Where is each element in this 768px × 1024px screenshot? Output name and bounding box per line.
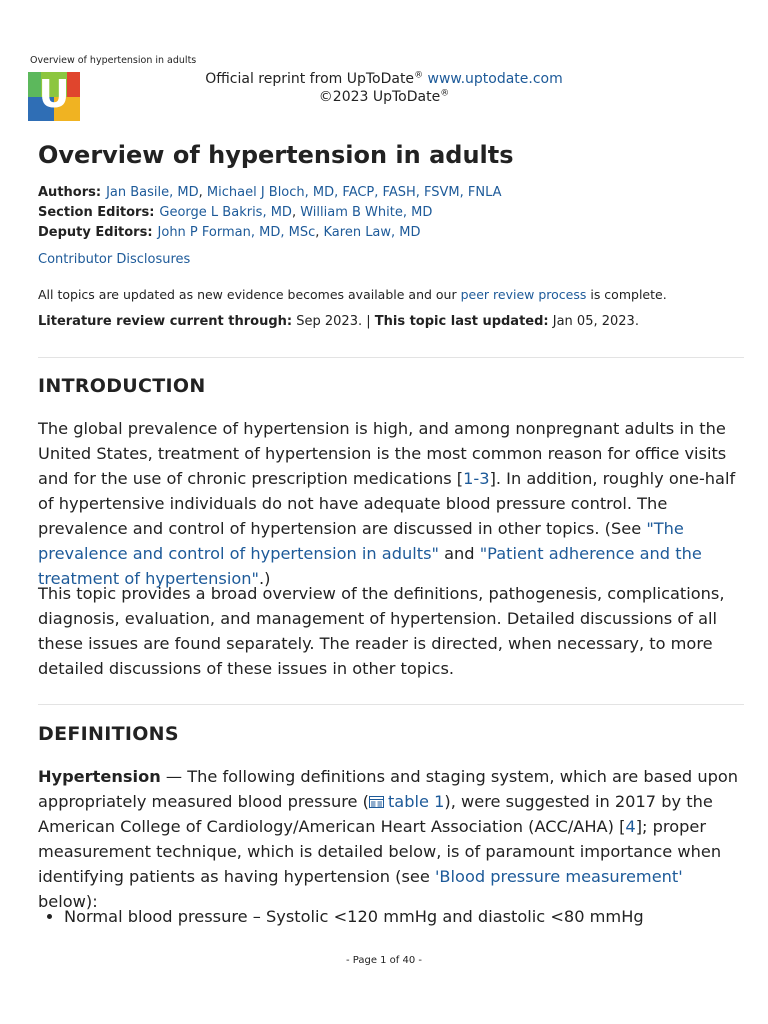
table-1-link[interactable]: table 1: [369, 792, 444, 811]
page-number: - Page 1 of 40 -: [345, 955, 423, 966]
deputy-editors-row: Deputy Editors: John P Forman, MD, MSc, Karen Law, MD: [38, 225, 421, 240]
definitions-heading: DEFINITIONS: [38, 723, 179, 745]
deputy-editor-link[interactable]: John P Forman, MD, MSc: [157, 225, 316, 240]
topic-link-adherence[interactable]: "Patient adherence and the treatment of hypertension": [38, 544, 702, 588]
section-link-bp-measurement[interactable]: 'Blood pressure measurement': [434, 867, 683, 886]
reference-link[interactable]: 1-3: [463, 469, 490, 488]
copyright-text: ©2023 UpToDate: [318, 89, 441, 105]
author-link[interactable]: Jan Basile, MD: [106, 185, 199, 200]
page-title: Overview of hypertension in adults: [38, 141, 514, 169]
topic-link-prevalence[interactable]: "The prevalence and control of hypertension in adults": [38, 519, 684, 563]
logo-letter: U: [38, 72, 70, 116]
article-metadata: [38, 183, 744, 243]
reprint-text: Official reprint from UpToDate: [205, 71, 415, 87]
header-article-title: Overview of hypertension in adults: [30, 55, 197, 66]
peer-review-link[interactable]: peer review process: [460, 287, 587, 302]
reprint-notice: Official reprint from UpToDate® www.uptodate.com ©2023 UpToDate®: [205, 70, 563, 105]
introduction-paragraph-1: The global prevalence of hypertension is high, and among nonpregnant adults in the United States, treatment of hypertension is the most common reason for office visits and for the use of chronic prescription medications [1-3]. In addition, roughly one-half of hypertensive individuals do not have adequate blood pressure control. The prevalence and control of hypertension are discussed in other topics. (See "The prevalence and control of hypertension in adults" and "Patient adherence and the treatment of hypertension".): [38, 419, 736, 588]
introduction-heading: INTRODUCTION: [38, 375, 206, 397]
section-editor-link[interactable]: George L Bakris, MD: [159, 205, 292, 220]
list-item: • Normal blood pressure – Systolic <120 mmHg and diastolic <80 mmHg: [64, 904, 744, 929]
literature-review-status: Literature review current through: Sep 2023. | This topic last updated: Jan 05, 2023.: [38, 314, 639, 329]
deputy-editor-link[interactable]: Karen Law, MD: [323, 225, 421, 240]
divider: [38, 704, 744, 705]
term-hypertension: Hypertension: [38, 767, 161, 786]
contributor-disclosures-link[interactable]: Contributor Disclosures: [38, 252, 191, 267]
update-notice: All topics are updated as new evidence becomes available and our peer review process is complete.: [38, 287, 667, 302]
section-editor-link[interactable]: William B White, MD: [300, 205, 433, 220]
definitions-paragraph: Hypertension — The following definitions and staging system, which are based upon appropriately measured blood pressure ( table 1), were suggested in 2017 by the American College of Cardiology/American Heart Association (ACC/AHA) [4]; proper measurement technique, which is detailed below, is of paramount importance when identifying patients as having hypertension (see 'Blood pressure measurement' below):: [38, 767, 739, 911]
table-icon: [369, 796, 384, 808]
uptodate-url-link[interactable]: www.uptodate.com: [427, 71, 563, 87]
reference-link[interactable]: 4: [625, 817, 636, 836]
section-editors-row: Section Editors: George L Bakris, MD, William B White, MD: [38, 205, 433, 220]
bp-categories-list: [38, 904, 744, 929]
divider: [38, 357, 744, 358]
introduction-paragraph-2: This topic provides a broad overview of the definitions, pathogenesis, complications, diagnosis, evaluation, and management of hypertension. Detailed discussions of all these issues are found separately. The reader is directed, when necessary, to more detailed discussions of these issues in other topics.: [38, 584, 725, 678]
authors-row: Authors: Jan Basile, MD, Michael J Bloch, MD, FACP, FASH, FSVM, FNLA: [38, 185, 502, 200]
author-link[interactable]: Michael J Bloch, MD, FACP, FASH, FSVM, FNLA: [206, 185, 502, 200]
